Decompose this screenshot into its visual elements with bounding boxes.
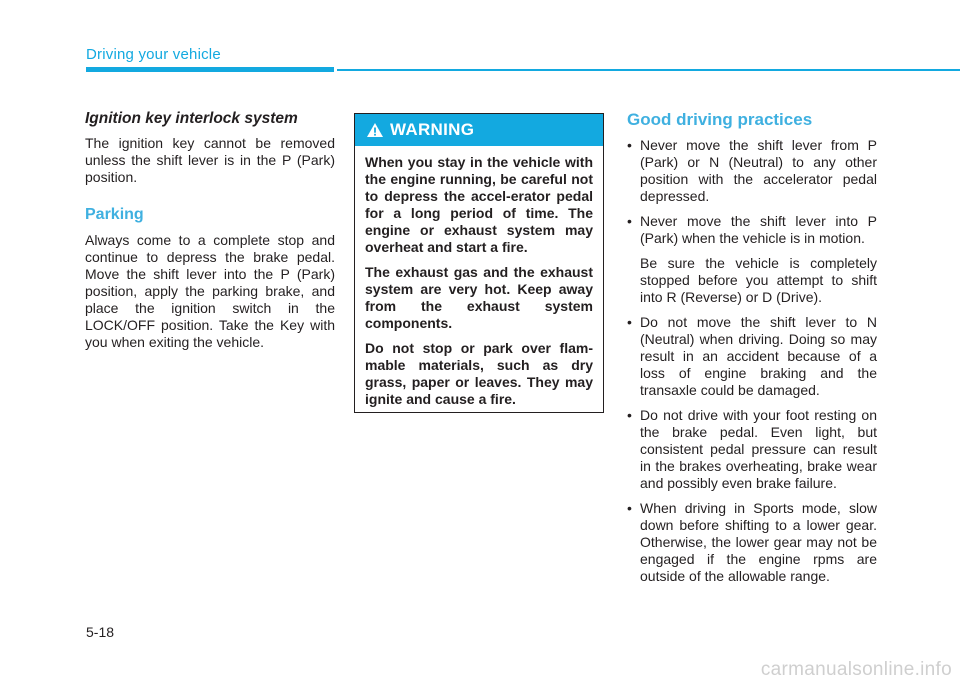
parking-text: Always come to a complete stop and continue to depress the brake pedal. Move the shift lever into the P (Park) position, apply the parking brake, and place the ignition switch in the LOCK/OFF position. Take the Key with you when exiting the vehicle. <box>85 232 335 350</box>
list-item <box>627 500 877 585</box>
parking-heading: Parking <box>85 206 144 223</box>
header-rule-thick <box>86 67 334 72</box>
right-column <box>627 110 877 593</box>
warning-paragraph: Do not stop or park over flam-mable materials, such as dry grass, paper or leaves. They may ignite and cause a fire. <box>365 340 593 407</box>
bullet-icon: • <box>627 500 632 516</box>
watermark: carmanualsonline.info <box>760 659 952 680</box>
warning-paragraph: When you stay in the vehicle with the engine running, be careful not to depress the accel-erator pedal for a long period of time. The engine or exhaust system may overheat and start a fire. <box>365 154 593 255</box>
page-number: 5-18 <box>86 624 115 640</box>
ignition-interlock-heading: Ignition key interlock system <box>85 110 298 127</box>
ignition-interlock-text: The ignition key cannot be removed unless the shift lever is in the P (Park) position. <box>85 135 335 185</box>
list-item-text: Do not drive with your foot resting on the brake pedal. Even light, but consistent pedal pressure can result in the brakes overheating, brake wear and possibly even brake failure. <box>640 407 877 491</box>
warning-triangle-icon <box>366 122 384 138</box>
list-item-text: Never move the shift lever from P (Park) or N (Neutral) to any other position with the accelerator pedal depressed. <box>640 137 877 204</box>
list-item-subtext: Be sure the vehicle is completely stopped before you attempt to shift into R (Reverse) or D (Drive). <box>640 255 877 305</box>
section-title: Driving your vehicle <box>86 46 221 63</box>
warning-body <box>355 146 603 408</box>
list-item <box>627 407 877 492</box>
bullet-icon: • <box>627 213 632 229</box>
bullet-icon: • <box>627 314 632 330</box>
warning-header <box>355 114 603 146</box>
list-item <box>627 137 877 205</box>
list-item <box>627 213 877 306</box>
list-item-text: Never move the shift lever into P (Park) when the vehicle is in motion. <box>640 213 877 246</box>
bullet-icon: • <box>627 137 632 153</box>
warning-label: WARNING <box>390 120 475 139</box>
warning-paragraph: The exhaust gas and the exhaust system are very hot. Keep away from the exhaust system components. <box>365 264 593 331</box>
list-item <box>627 314 877 399</box>
bullet-icon: • <box>627 407 632 423</box>
header-rule-thin <box>337 69 960 71</box>
warning-box <box>354 113 604 413</box>
list-item-text: Do not move the shift lever to N (Neutral) when driving. Doing so may result in an accident because of a loss of engine braking and the transaxle could be damaged. <box>640 314 877 398</box>
left-column <box>85 110 335 371</box>
list-item-text: When driving in Sports mode, slow down before shifting to a lower gear. Otherwise, the lower gear may not be engaged if the engine rpms are outside of the allowable range. <box>640 500 877 584</box>
good-driving-list <box>627 137 877 585</box>
good-driving-heading: Good driving practices <box>627 110 813 129</box>
